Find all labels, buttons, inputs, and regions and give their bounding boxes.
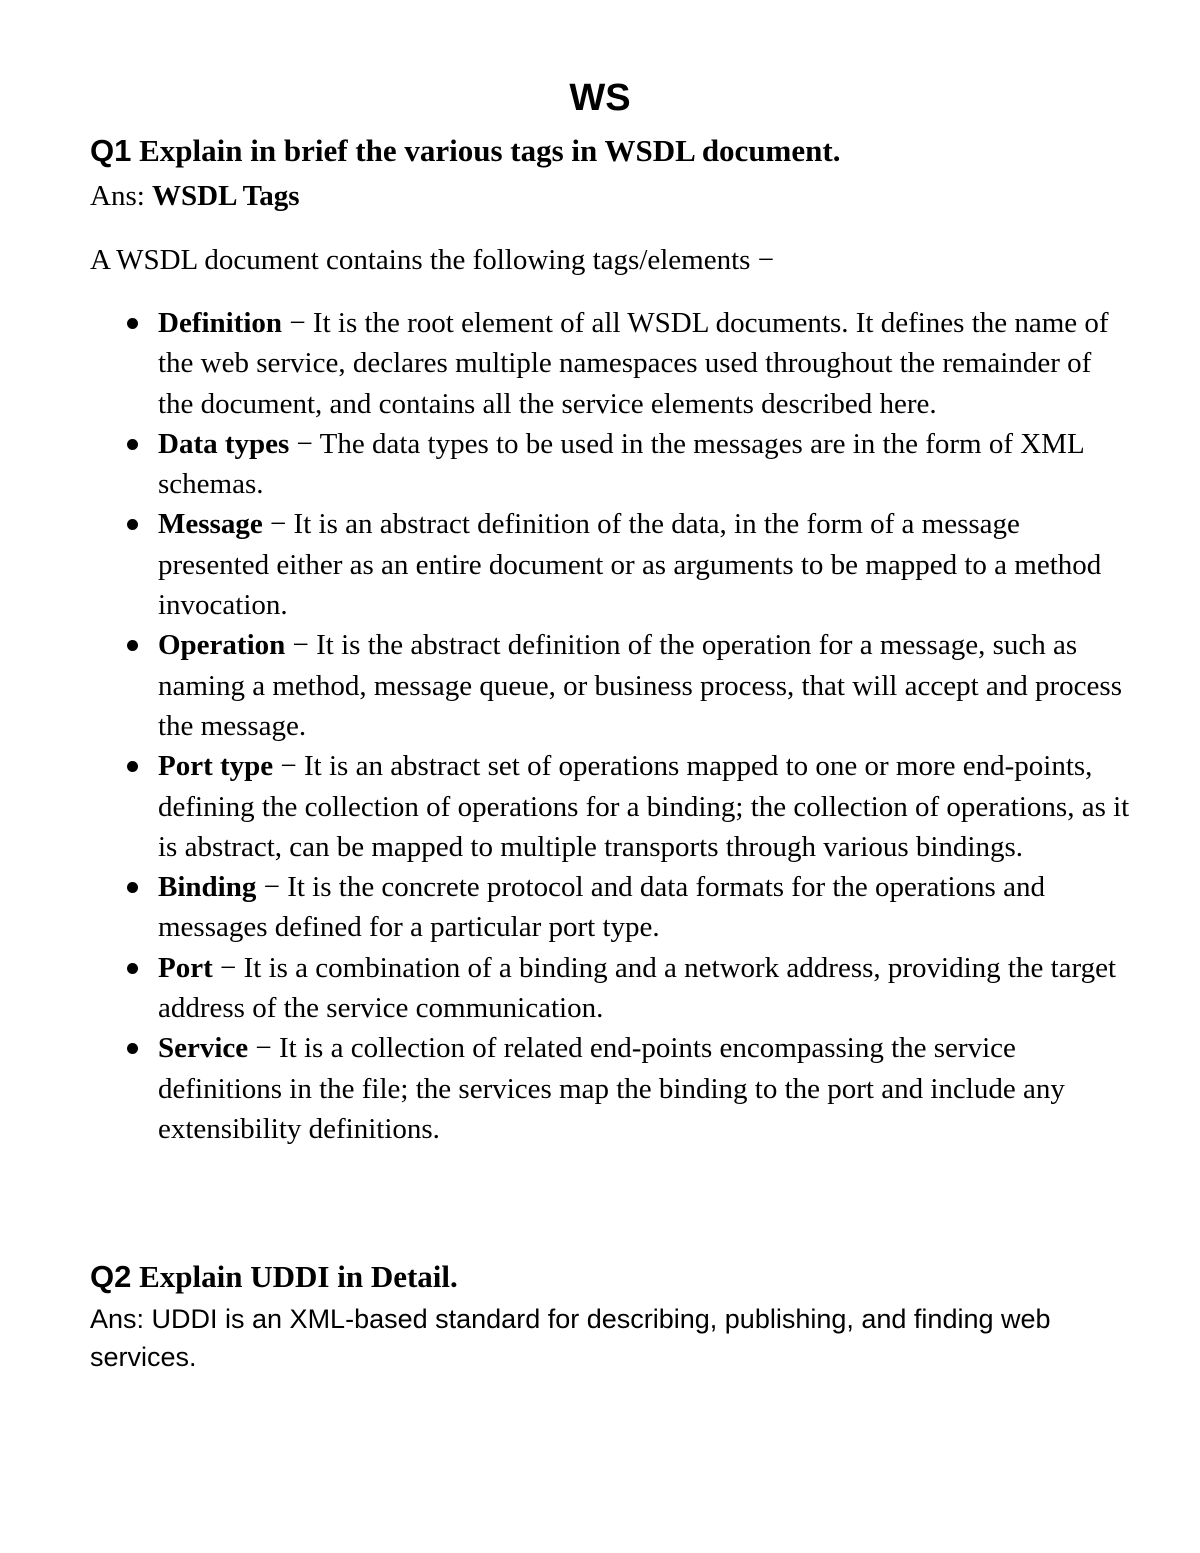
list-item-data-types [158,424,1133,505]
list-item-port [158,948,1133,1029]
bullet-icon [127,882,138,893]
wsdl-tag-list [158,303,1133,1149]
list-item-port-type [158,746,1133,867]
question-1-text: Explain in brief the various tags in WSDL document. [139,133,841,168]
bullet-icon [127,963,138,974]
tag-description: − It is an abstract definition of the data, in the form of a message presented either as an entire document or as arguments to be mapped to a method invocation. [158,508,1102,622]
tag-name: Data types [158,427,290,460]
tag-description: − It is a combination of a binding and a network address, providing the target address of the service communication. [158,951,1117,1025]
question-2-number: Q2 [90,1259,132,1294]
list-item-definition [158,303,1133,424]
tag-name: Definition [158,307,283,339]
list-item-binding [158,867,1133,948]
tag-name: Port type [158,750,274,783]
tag-name: Message [158,508,263,541]
list-item-operation [158,625,1133,746]
tag-name: Port [158,951,213,984]
tag-description: − It is the root element of all WSDL documents. It defines the name of the web service, declares multiple namespaces used throughout the remainder of the document, and contains all the service elements described here. [158,307,1109,420]
tag-description: − It is the abstract definition of the operation for a message, such as naming a method, message queue, or business process, that will accept and process the message. [158,629,1122,742]
document-title: WS [569,77,631,119]
tag-description: − It is the concrete protocol and data formats for the operations and messages defined for a particular port type. [158,871,1045,944]
question-2-answer: Ans: UDDI is an XML-based standard for describing, publishing, and finding web services. [90,1304,1051,1372]
tag-description: − The data types to be used in the messages are in the form of XML schemas. [158,427,1084,501]
tag-name: Binding [158,871,257,904]
answer-prefix: Ans: [90,180,145,212]
tag-name: Service [158,1032,249,1065]
bullet-icon [127,318,138,329]
bullet-icon [127,640,138,651]
question-1-heading [90,130,1150,172]
question-2-heading [90,1256,1150,1298]
list-item-service [158,1028,1133,1149]
answer-title: WSDL Tags [152,180,300,212]
bullet-icon [127,761,138,772]
bullet-icon [127,1043,138,1054]
question-1-number: Q1 [90,133,132,168]
list-item-message [158,504,1133,625]
question-1-answer-heading [90,176,1150,216]
bullet-icon [127,519,138,530]
tag-description: − It is a collection of related end-points encompassing the service definitions in the file; the services map the binding to the port and include any extensibility definitions. [158,1032,1065,1145]
intro-paragraph: A WSDL document contains the following tags/elements − [90,244,775,276]
tag-description: − It is an abstract set of operations mapped to one or more end-points, defining the collection of operations for a binding; the collection of operations, as it is abstract, can be mapped to multiple transports through various bindings. [158,750,1130,863]
question-2-text: Explain UDDI in Detail. [139,1259,458,1294]
tag-name: Operation [158,629,286,662]
bullet-icon [127,439,138,450]
